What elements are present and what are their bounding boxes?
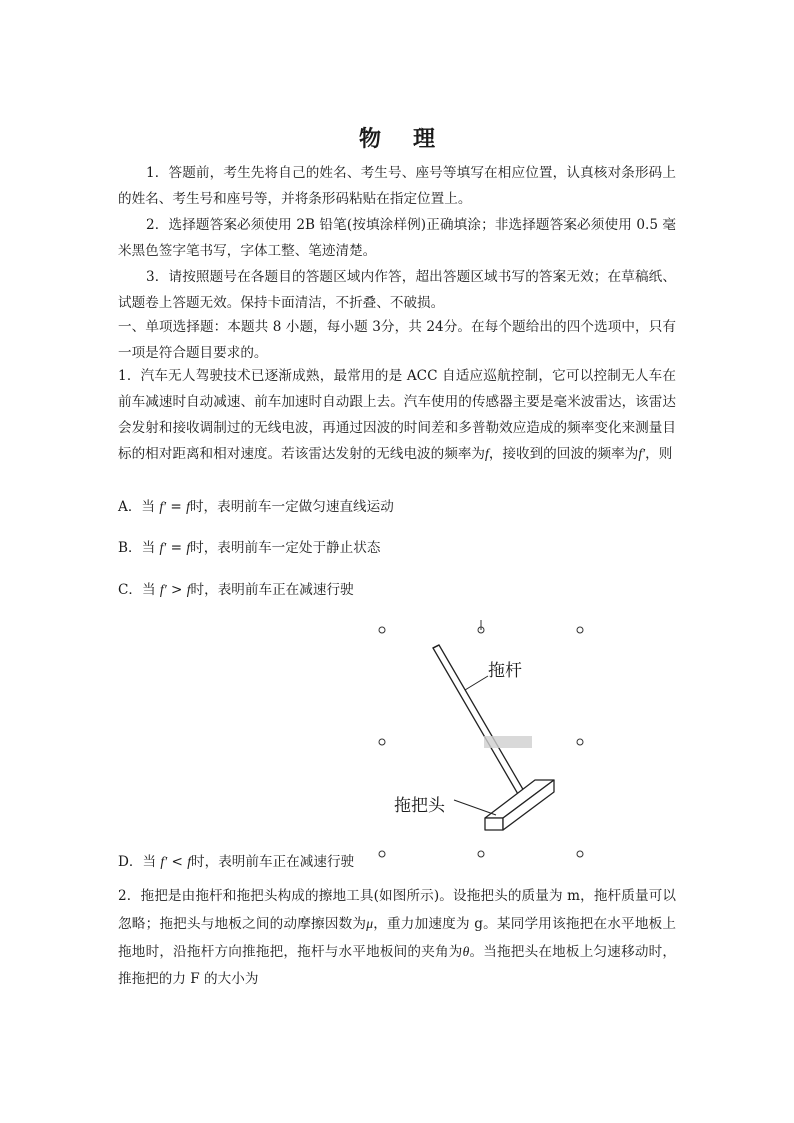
- handle-mid-right: [577, 739, 583, 745]
- option-text: 时，表明前车一定处于静止状态: [190, 540, 381, 556]
- option-operator: <: [167, 854, 188, 870]
- option-prefix: D．当: [118, 854, 157, 870]
- label-head: 拖把头: [394, 796, 445, 816]
- option-operator: =: [166, 499, 187, 515]
- q1-stem-mid: ，接收到的回波的频率为: [488, 446, 639, 462]
- option-rhs: f: [186, 499, 190, 514]
- blurred-mark: [484, 736, 532, 748]
- option-operator: =: [166, 540, 187, 556]
- label-rod: 拖杆: [488, 661, 522, 681]
- handle-bottom-mid: [478, 851, 484, 857]
- handle-top-left: [379, 627, 385, 633]
- handle-bottom-left: [379, 851, 385, 857]
- option-rhs: f: [186, 540, 191, 555]
- page-title: [0, 122, 794, 153]
- q2-stem-c: 。当拖把头在地板上匀速移动时，推拖把的力 F 的大小为: [118, 944, 677, 987]
- q1-symbol-f: f: [485, 446, 489, 461]
- handle-mid-left: [379, 739, 385, 745]
- section-heading: 一、单项选择题：本题共 8 小题，每小题 3分，共 24分。在每个题给出的四个选项中，只有一项是符合题目要求的。: [118, 319, 676, 361]
- title-char-2: 理: [413, 126, 436, 152]
- q1-option-c: [118, 580, 354, 600]
- question-1-stem: [118, 363, 676, 467]
- handle-bottom-right: [577, 851, 583, 857]
- mop-figure: [372, 618, 592, 863]
- q2-symbol-theta: θ: [462, 944, 470, 959]
- handle-top-right: [577, 627, 583, 633]
- option-text: 时，表明前车正在减速行驶: [190, 582, 354, 598]
- option-lhs: f′: [159, 499, 167, 514]
- question-2-stem: [118, 883, 676, 993]
- instruction-2: 2．选择题答案必须使用 2B 铅笔(按填涂样例)正确填涂；非选择题答案必须使用 0.5 毫米黑色签字笔书写，字体工整、笔迹清楚。: [118, 217, 676, 259]
- q1-option-a: [118, 497, 394, 517]
- q2-symbol-mu: μ: [366, 916, 374, 931]
- option-text: 时，表明前车正在减速行驶: [191, 854, 355, 870]
- q1-symbol-f-prime: f′: [638, 446, 646, 461]
- q1-option-b: [118, 538, 380, 558]
- option-prefix: B．当: [118, 540, 156, 556]
- option-rhs: f: [187, 854, 192, 869]
- instruction-3: 3．请按照题号在各题目的答题区域内作答，超出答题区域书写的答案无效；在草稿纸、试题卷上答题无效。保持卡面清洁，不折叠、不破损。: [118, 269, 676, 311]
- instruction-1: 1．答题前，考生先将自己的姓名、考生号、座号等填写在相应位置，认真核对条形码上的姓名、考生号和座号等，并将条形码粘贴在指定位置上。: [118, 165, 676, 207]
- title-char-1: 物: [358, 126, 381, 152]
- q1-stem-text: 1．汽车无人驾驶技术已逐渐成熟，最常用的是 ACC 自适应巡航控制，它可以控制无人车在前车减速时自动减速、前车加速时自动跟上去。汽车使用的传感器主要是毫米波雷达，该雷达会发射和接收调制过的无线电波，再通过因波的时间差和多普勒效应造成的频率变化来测量目标的相对距离和相对速度。若该雷达发射的无线电波的频率为: [118, 368, 676, 462]
- option-prefix: A．当: [118, 499, 156, 515]
- q2-stem-a: 2．拖把是由拖杆和拖把头构成的擦地工具(如图所示)。设拖把头的质量为 m，拖杆质量可以忽略；拖把头与地板之间的动摩擦因数为: [118, 888, 676, 932]
- option-text: 时，表明前车一定做匀速直线运动: [189, 499, 394, 515]
- option-lhs: f′: [160, 854, 168, 869]
- option-rhs: f: [186, 582, 191, 597]
- q1-option-d: [118, 852, 354, 872]
- option-lhs: f′: [159, 540, 167, 555]
- option-prefix: C．当: [118, 582, 156, 598]
- option-operator: >: [166, 582, 187, 598]
- q1-stem-end: ，则: [645, 446, 673, 462]
- option-lhs: f′: [159, 582, 167, 597]
- q2-stem-b: ，重力加速度为 g。某同学用该拖把在水平地板上拖地时，沿拖杆方向推拖把，拖杆与水平地板间的夹角为: [118, 916, 677, 960]
